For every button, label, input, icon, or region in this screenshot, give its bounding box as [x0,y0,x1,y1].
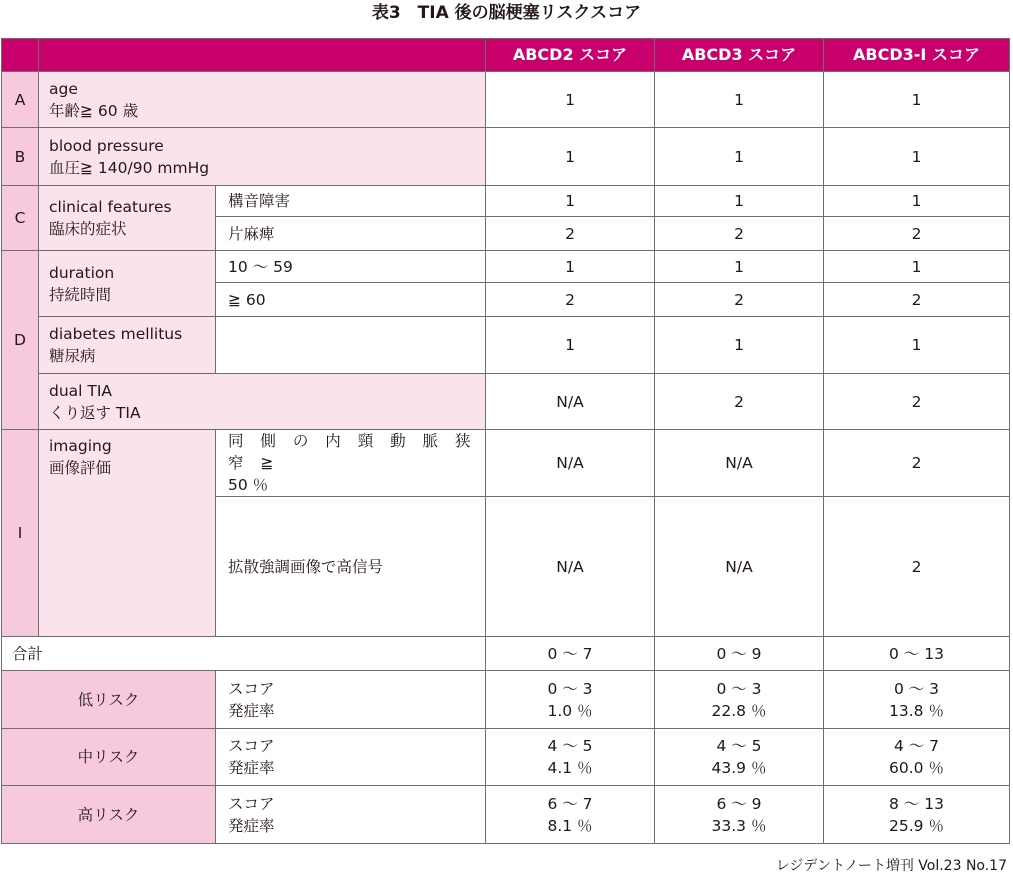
cell-mid-abcd2 [486,729,655,786]
cell-d2-abcd3i: 2 [824,283,1010,317]
cell-high-abcd3 [655,786,824,844]
sub-score-label: スコア [228,737,275,755]
label-diabetes-en: diabetes mellitus [49,325,183,343]
cell-c1-abcd3i: 1 [824,186,1010,217]
header-blank-label [39,39,486,72]
label-age [39,72,486,128]
label-risk-low: 低リスク [2,671,216,729]
label-cf-en: clinical features [49,198,172,216]
cell-mid-abcd3i [824,729,1010,786]
high-abcd3i-score: 8 ～ 13 [889,794,944,813]
mid-abcd3-score: 4 ～ 5 [716,737,762,755]
cell-b-abcd3: 1 [655,128,824,186]
cell-d1-abcd3i: 1 [824,251,1010,283]
sub-rate-label: 発症率 [228,759,275,777]
cell-low-abcd3i [824,671,1010,729]
sub-carotid-stenosis [216,430,486,497]
cell-mid-abcd3 [655,729,824,786]
label-bp-en: blood pressure [49,136,164,155]
cell-i1-abcd3i: 2 [824,430,1010,497]
cell-low-abcd3 [655,671,824,729]
high-abcd3i-rate: 25.9 ％ [889,816,944,835]
cell-b-abcd3i: 1 [824,128,1010,186]
mid-abcd2-score: 4 ～ 5 [547,737,593,755]
cell-i1-abcd2: N/A [486,430,655,497]
row-risk-mid [2,729,1010,786]
high-abcd3-rate: 33.3 ％ [711,816,767,835]
sub-diabetes-blank [216,317,486,374]
cell-d2-abcd2: 2 [486,283,655,317]
row-d-1 [2,251,1010,283]
high-abcd3-score: 6 ～ 9 [716,794,762,813]
mid-abcd3-rate: 43.9 ％ [711,759,767,777]
cell-low-abcd2 [486,671,655,729]
sub-dysarthria: 構音障害 [216,186,486,217]
label-clinical-features [39,186,216,251]
cell-total-abcd3i: 0 ～ 13 [824,637,1010,671]
cell-b-abcd2: 1 [486,128,655,186]
label-diabetes-ja: 糖尿病 [49,347,96,365]
header-blank-letter [2,39,39,72]
low-abcd3-rate: 22.8 ％ [711,701,767,720]
cell-c2-abcd2: 2 [486,217,655,251]
label-blood-pressure [39,128,486,186]
cell-a-abcd3: 1 [655,72,824,128]
label-age-en: age [49,79,78,98]
sub-risk-mid [216,729,486,786]
header-row [2,39,1010,72]
label-duration [39,251,216,317]
cell-d2-abcd3: 2 [655,283,824,317]
cell-d4-abcd2: N/A [486,374,655,430]
low-abcd3-score: 0 ～ 3 [716,679,762,698]
cell-c2-abcd3i: 2 [824,217,1010,251]
row-letter-a: A [2,72,39,128]
label-dual-ja: くり返す TIA [49,403,141,422]
sub-carotid-line1: 同 側 の 内 頸 動 脈 狭 窄 ≧ [228,432,477,472]
low-abcd3i-score: 0 ～ 3 [893,679,940,698]
row-risk-high [2,786,1010,844]
cell-high-abcd2 [486,786,655,844]
header-abcd2: ABCD2 スコア [486,39,655,72]
source-footer: レジデントノート増刊 Vol.23 No.17 [775,858,1007,874]
row-d-3 [2,317,1010,374]
cell-a-abcd3i: 1 [824,72,1010,128]
cell-d3-abcd2: 1 [486,317,655,374]
sub-hemiparesis: 片麻痺 [216,217,486,251]
cell-d3-abcd3: 1 [655,317,824,374]
high-abcd2-rate: 8.1 ％ [547,816,593,835]
row-a [2,72,1010,128]
sub-risk-low [216,671,486,729]
low-abcd3i-rate: 13.8 ％ [889,701,944,720]
label-duration-ja: 持続時間 [49,285,112,304]
cell-a-abcd2: 1 [486,72,655,128]
cell-d1-abcd2: 1 [486,251,655,283]
label-total: 合計 [2,637,486,671]
header-abcd3i: ABCD3-I スコア [824,39,1010,72]
label-imaging-ja: 画像評価 [49,459,112,477]
cell-i1-abcd3: N/A [655,430,824,497]
label-dual-tia [39,374,486,430]
sub-duration-10-59: 10 ～ 59 [216,251,486,283]
label-diabetes [39,317,216,374]
cell-high-abcd3i [824,786,1010,844]
cell-d1-abcd3: 1 [655,251,824,283]
sub-carotid-line2: 50 ％ [228,476,269,494]
sub-score-label: スコア [228,794,275,813]
tia-risk-score-table [1,38,1010,844]
label-age-ja: 年齢≧ 60 歳 [49,101,139,120]
mid-abcd2-rate: 4.1 ％ [547,759,593,777]
label-duration-en: duration [49,263,115,282]
table-title: 表3 TIA 後の脳梗塞リスクスコア [371,3,642,23]
sub-dwi-high-signal: 拡散強調画像で高信号 [216,497,486,637]
sub-rate-label: 発症率 [228,701,275,720]
high-abcd2-score: 6 ～ 7 [547,794,593,813]
row-c-1 [2,186,1010,217]
cell-i2-abcd2: N/A [486,497,655,637]
mid-abcd3i-rate: 60.0 ％ [889,759,944,777]
row-letter-i: I [2,430,39,637]
low-abcd2-rate: 1.0 ％ [547,701,593,720]
row-risk-low [2,671,1010,729]
cell-i2-abcd3: N/A [655,497,824,637]
row-letter-b: B [2,128,39,186]
header-abcd3: ABCD3 スコア [655,39,824,72]
row-d-4 [2,374,1010,430]
cell-d3-abcd3i: 1 [824,317,1010,374]
mid-abcd3i-score: 4 ～ 7 [893,737,940,755]
sub-risk-high [216,786,486,844]
row-total [2,637,1010,671]
label-imaging-en: imaging [49,437,112,455]
sub-rate-label: 発症率 [228,816,275,835]
cell-c1-abcd3: 1 [655,186,824,217]
row-b [2,128,1010,186]
cell-c2-abcd3: 2 [655,217,824,251]
row-i-1 [2,430,1010,497]
label-risk-high: 高リスク [2,786,216,844]
label-cf-ja: 臨床的症状 [49,220,127,238]
label-risk-mid: 中リスク [2,729,216,786]
cell-i2-abcd3i: 2 [824,497,1010,637]
sub-score-label: スコア [228,679,275,698]
cell-total-abcd3: 0 ～ 9 [655,637,824,671]
row-letter-d: D [2,251,39,430]
label-imaging [39,430,216,637]
label-dual-en: dual TIA [49,381,113,400]
row-letter-c: C [2,186,39,251]
sub-duration-60: ≧ 60 [216,283,486,317]
low-abcd2-score: 0 ～ 3 [547,679,593,698]
cell-d4-abcd3i: 2 [824,374,1010,430]
cell-total-abcd2: 0 ～ 7 [486,637,655,671]
cell-c1-abcd2: 1 [486,186,655,217]
cell-d4-abcd3: 2 [655,374,824,430]
label-bp-ja: 血圧≧ 140/90 mmHg [49,158,210,177]
